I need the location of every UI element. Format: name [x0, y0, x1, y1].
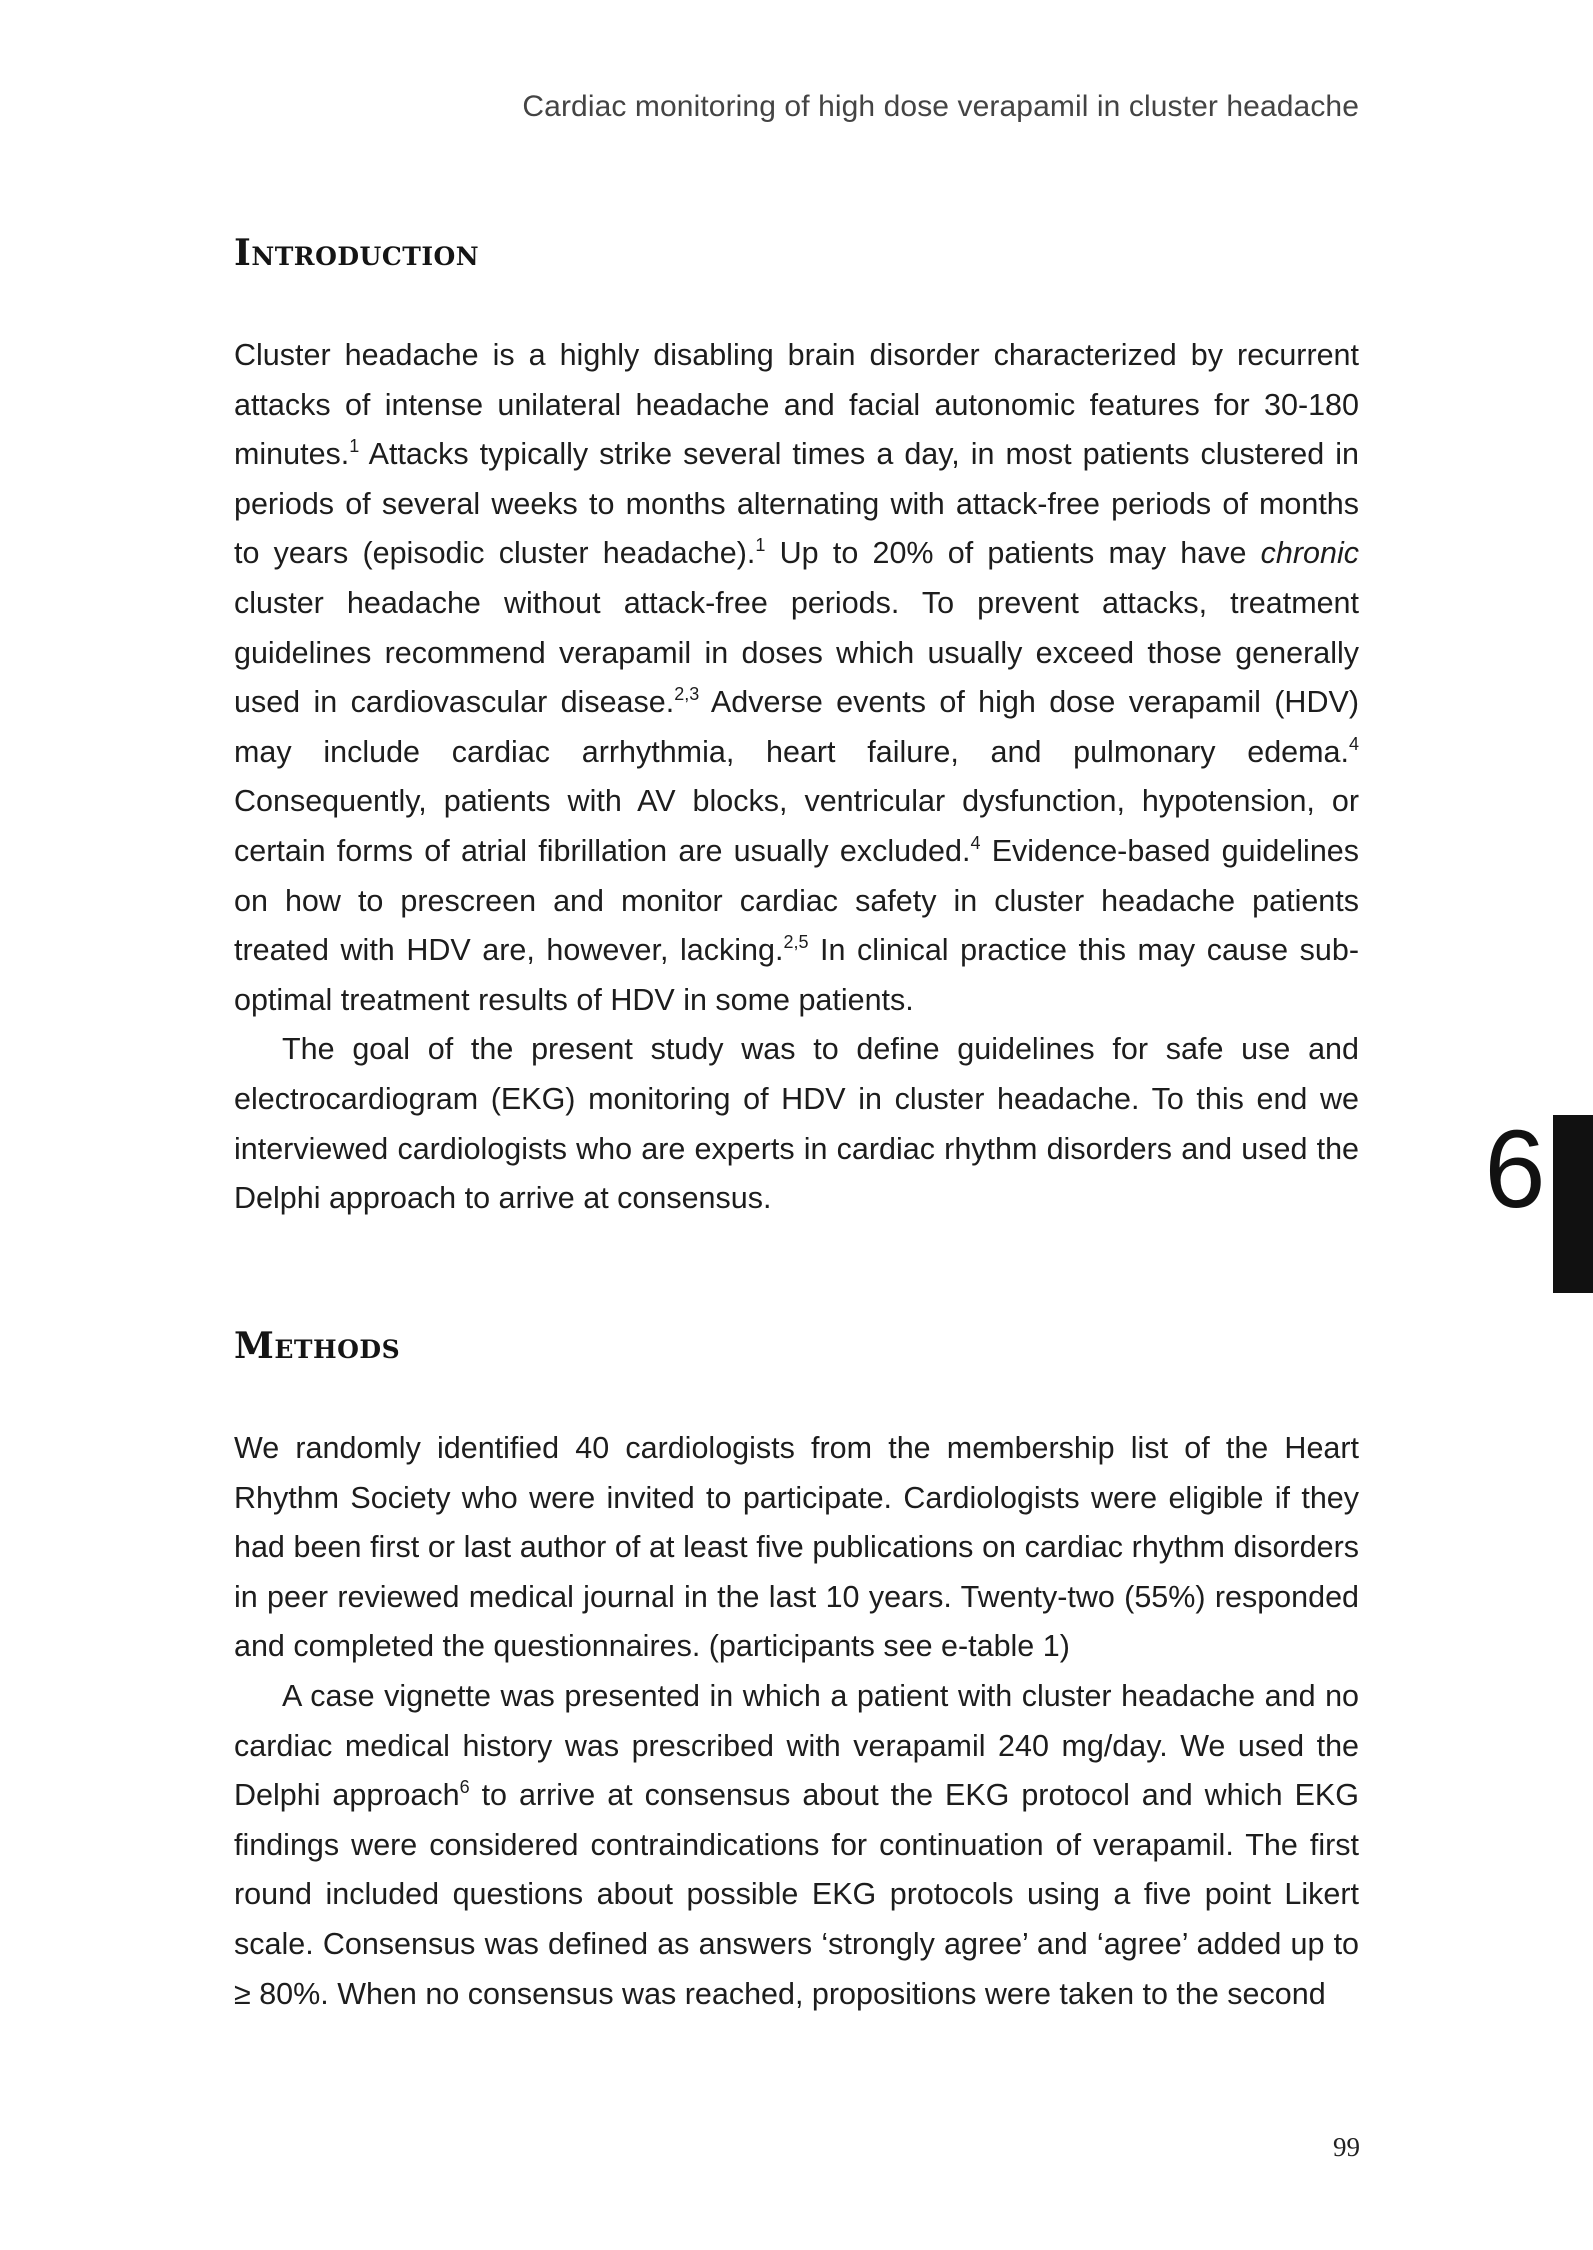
citation: 1: [755, 535, 766, 556]
page-number: 99: [1333, 2132, 1360, 2162]
citation: 2,5: [783, 932, 809, 953]
citation: 4: [970, 832, 981, 853]
introduction-paragraph-2: The goal of the present study was to define guidelines for safe use and electrocardiogram (EKG) monitoring of HDV in cluster headache. To this end we interviewed cardiologists who are experts in cardiac rhythm disorders and used the Delphi approach to arrive at consensus.: [234, 1032, 1359, 1216]
introduction-paragraph-1: Cluster headache is a highly disabling brain disorder characterized by recurrent attacks of intense unilateral headache and facial autonomic features for 30-180 minutes.$^1$ Attacks typically strike several times a day, in most patients clustered in periods of several weeks to months alternating with attack-free periods of months to years (episodic cluster headache).$^1$ Up to 20% of patients may have chronic cluster headache without attack-free periods. To prevent attacks, treatment guidelines recommend verapamil in doses which usually exceed those generally used in cardiovascular disease.$^{2,3}$ Adverse events of high dose verapamil (HDV) may include cardiac arrhythmia, heart failure, and pulmonary edema.$^4$ Consequently, patients with AV blocks, ventricular dysfunction, hypotension, or certain forms of atrial fibrillation are usually excluded.$^4$ Evidence-based guidelines on how to prescreen and monitor cardiac safety in cluster headache patients treated with HDV are, however, lacking.$^{2,5}$ In clinical practice this may cause sub-optimal treatment results of HDV in some patients.: [234, 338, 1360, 1017]
introduction-body: [234, 331, 1359, 1224]
citation: 4: [1348, 733, 1359, 754]
emphasis: chronic: [1260, 536, 1359, 571]
methods-paragraph-2: A case vignette was presented in which a patient with cluster headache and no cardiac medical history was prescribed with verapamil 240 mg/day. We used the Delphi approach$^6$ to arrive at consensus about the EKG protocol and which EKG findings were considered contraindications for continuation of verapamil. The first round included questions about possible EKG protocols using a five point Likert scale. Consensus was defined as answers ‘strongly agree’ and ‘agree’ added up to ≥ 80%. When no consensus was reached, propositions were taken to the second: [234, 1678, 1359, 2011]
chapter-tab: [1553, 1115, 1593, 1293]
chapter-number: 6: [1484, 1108, 1546, 1231]
methods-heading: Methods: [234, 1325, 401, 1367]
methods-body: [234, 1424, 1359, 2019]
introduction-heading: Introduction: [234, 232, 480, 274]
citation: 6: [459, 1777, 470, 1798]
citation: 2,3: [674, 684, 700, 705]
running-head: Cardiac monitoring of high dose verapamil in cluster headache: [522, 90, 1359, 123]
citation: 1: [349, 436, 360, 457]
methods-paragraph-1: We randomly identified 40 cardiologists from the membership list of the Heart Rhythm Society who were invited to participate. Cardiologists were eligible if they had been first or last author of at least five publications on cardiac rhythm disorders in peer reviewed medical journal in the last 10 years. Twenty-two (55%) responded and completed the questionnaires. (participants see e-table 1): [234, 1431, 1359, 1664]
